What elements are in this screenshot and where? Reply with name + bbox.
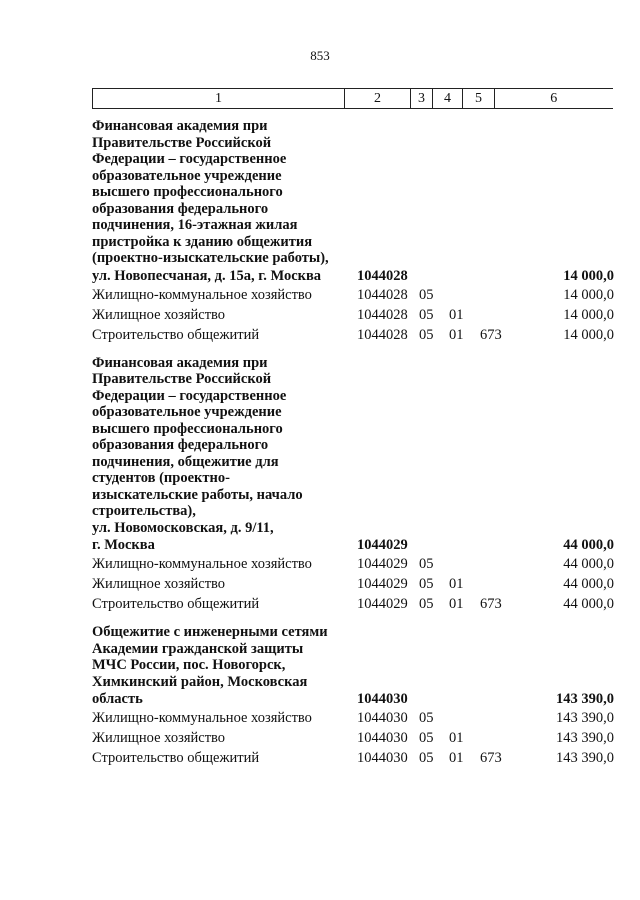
table-row	[92, 748, 617, 768]
row-section: 05	[419, 556, 434, 572]
row-code: 1044028	[357, 306, 408, 323]
section-spacer	[92, 614, 617, 624]
row-code: 1044029	[357, 556, 408, 572]
table-row	[92, 574, 617, 594]
title-last-line: ул. Новопесчаная, д. 15а, г. Москва	[92, 267, 322, 284]
title-line: образования федерального	[92, 437, 269, 453]
title-line: пристройка к зданию общежития	[92, 233, 313, 250]
target-code: 1044029	[357, 537, 408, 553]
title-line: Академии гражданской защиты	[92, 640, 304, 657]
row-amount: 143 390,0	[556, 750, 614, 766]
table-row	[92, 305, 617, 325]
title-line: изыскательские работы, начало	[92, 486, 303, 503]
column-header-1: 1	[93, 89, 345, 109]
section-total-row	[92, 536, 617, 554]
title-line: ул. Новомосковская, д. 9/11,	[92, 519, 274, 536]
title-line: высшего профессионального	[92, 420, 283, 437]
row-subsection: 01	[449, 326, 464, 343]
title-line: МЧС России, пос. Новогорск,	[92, 657, 286, 673]
row-code: 1044029	[357, 576, 408, 592]
total-amount: 44 000,0	[563, 537, 614, 553]
row-section: 05	[419, 326, 434, 343]
title-line: студентов (проектно-	[92, 470, 230, 486]
title-line: Химкинский район, Московская	[92, 673, 308, 690]
section-total-row	[92, 690, 617, 708]
section-civil-defense-academy-dormitory	[92, 624, 617, 768]
row-section: 05	[419, 596, 434, 612]
section-title	[92, 118, 617, 267]
row-subsection: 01	[449, 730, 464, 746]
row-section: 05	[419, 286, 434, 303]
title-line: Правительстве Российской	[92, 371, 272, 387]
column-header-5: 5	[463, 89, 495, 109]
section-finance-academy-annex	[92, 118, 617, 345]
title-line: (проектно-изыскательские работы),	[92, 250, 329, 266]
row-amount: 44 000,0	[563, 556, 614, 572]
row-expense-type: 673	[480, 750, 502, 766]
column-header-row	[93, 89, 613, 109]
section-spacer	[92, 345, 617, 355]
title-line: высшего профессионального	[92, 184, 283, 200]
title-line: Общежитие с инженерными сетями	[92, 624, 328, 640]
section-title	[92, 355, 617, 537]
row-amount: 44 000,0	[563, 576, 614, 592]
table-row	[92, 285, 617, 305]
title-last-line: г. Москва	[92, 537, 155, 553]
page-number: 853	[310, 48, 330, 63]
title-line: образования федерального	[92, 200, 269, 217]
total-amount: 143 390,0	[556, 691, 614, 707]
title-line: Правительстве Российской	[92, 134, 272, 151]
row-name: Строительство общежитий	[92, 326, 260, 343]
row-code: 1044028	[357, 326, 408, 343]
row-code: 1044030	[357, 750, 408, 766]
section-total-row	[92, 267, 617, 285]
column-header-3: 3	[411, 89, 433, 109]
target-code: 1044028	[357, 267, 408, 284]
row-section: 05	[419, 710, 434, 726]
row-name: Жилищно-коммунальное хозяйство	[92, 710, 312, 726]
row-code: 1044028	[357, 286, 408, 303]
title-line: подчинения, общежитие для	[92, 453, 279, 470]
column-header-6: 6	[495, 89, 613, 109]
title-line: строительства),	[92, 503, 196, 519]
budget-table-body	[92, 118, 617, 768]
row-name: Жилищное хозяйство	[92, 730, 226, 746]
title-last-line: область	[92, 691, 143, 707]
row-section: 05	[419, 750, 434, 766]
table-row	[92, 594, 617, 614]
row-name: Жилищно-коммунальное хозяйство	[92, 556, 312, 572]
section-finance-academy-dormitory	[92, 355, 617, 615]
title-line: подчинения, 16-этажная жилая	[92, 217, 298, 233]
title-line: образовательное учреждение	[92, 167, 282, 184]
title-line: Финансовая академия при	[92, 354, 268, 371]
title-line: Федерации – государственное	[92, 151, 287, 167]
row-amount: 44 000,0	[563, 596, 614, 612]
row-name: Строительство общежитий	[92, 596, 260, 612]
section-title	[92, 624, 617, 690]
row-expense-type: 673	[480, 326, 502, 343]
table-row	[92, 325, 617, 345]
title-line: Финансовая академия при	[92, 118, 268, 134]
row-amount: 143 390,0	[556, 710, 614, 726]
column-header-2: 2	[345, 89, 411, 109]
table-row	[92, 554, 617, 574]
row-name: Жилищно-коммунальное хозяйство	[92, 286, 312, 303]
row-name: Жилищное хозяйство	[92, 576, 226, 592]
row-code: 1044030	[357, 710, 408, 726]
row-amount: 14 000,0	[563, 286, 614, 303]
row-expense-type: 673	[480, 596, 502, 612]
column-header-table	[92, 88, 613, 109]
row-section: 05	[419, 730, 434, 746]
row-subsection: 01	[449, 596, 464, 612]
title-line: образовательное учреждение	[92, 404, 282, 420]
row-amount: 143 390,0	[556, 730, 614, 746]
row-subsection: 01	[449, 576, 464, 592]
total-amount: 14 000,0	[563, 267, 614, 284]
row-code: 1044029	[357, 596, 408, 612]
column-header-4: 4	[433, 89, 463, 109]
row-amount: 14 000,0	[563, 306, 614, 323]
table-row	[92, 728, 617, 748]
row-section: 05	[419, 576, 434, 592]
row-name: Строительство общежитий	[92, 750, 260, 766]
row-section: 05	[419, 306, 434, 323]
target-code: 1044030	[357, 691, 408, 707]
row-subsection: 01	[449, 750, 464, 766]
row-amount: 14 000,0	[563, 326, 614, 343]
row-subsection: 01	[449, 306, 464, 323]
title-line: Федерации – государственное	[92, 387, 287, 404]
row-name: Жилищное хозяйство	[92, 306, 226, 323]
table-row	[92, 708, 617, 728]
row-code: 1044030	[357, 730, 408, 746]
